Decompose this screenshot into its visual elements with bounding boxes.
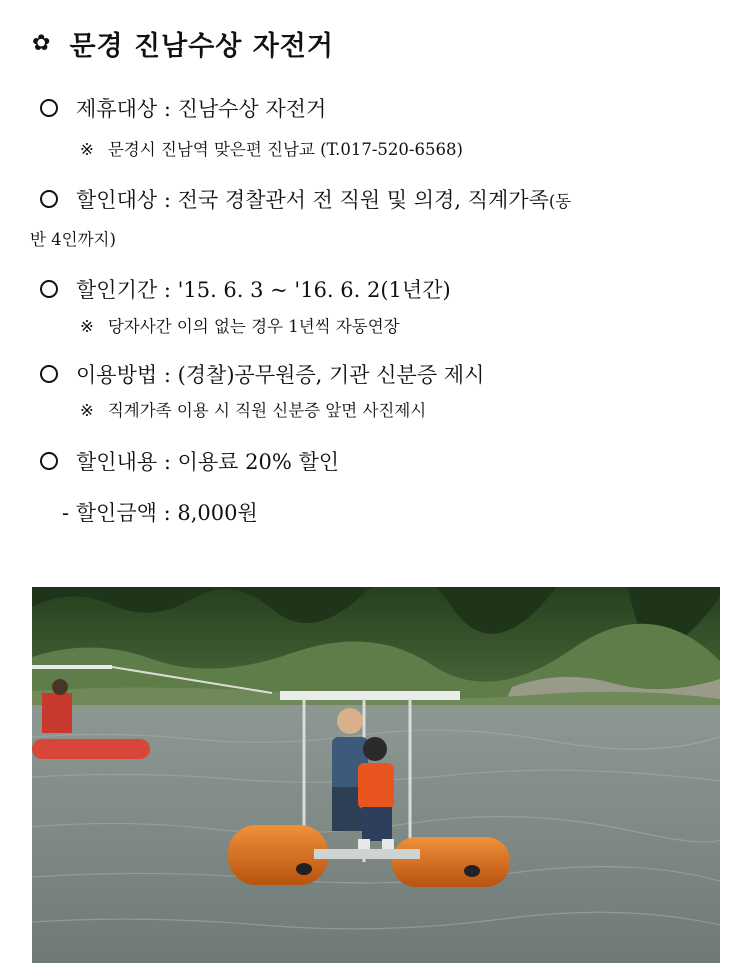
note-period-renewal: ※ 당자사간 이의 없는 경우 1년씩 자동연장 bbox=[80, 317, 400, 336]
item-eligibility-wrap: 반 4인까지) bbox=[30, 230, 116, 249]
item-label: 할인기간 : '15. 6. 3 ~ '16. 6. 2(1년간) bbox=[76, 278, 451, 302]
title-text: 문경 진남수상 자전거 bbox=[69, 31, 334, 62]
photo-water-bicycle bbox=[32, 587, 720, 963]
sub-item-amount: - 할인금액 : 8,000원 bbox=[62, 501, 258, 525]
item-period bbox=[40, 274, 451, 304]
note-partner-location: ※ 문경시 진남역 맞은편 진남교 (T.017-520-6568) bbox=[80, 140, 463, 159]
reference-mark-icon: ※ bbox=[80, 317, 94, 336]
item-eligibility bbox=[40, 184, 571, 214]
circle-bullet-icon bbox=[40, 365, 58, 383]
page-title bbox=[32, 24, 334, 63]
item-label: 할인대상 : 전국 경찰관서 전 직원 및 의경, 직계가족 bbox=[76, 188, 549, 212]
note-usage-family: ※ 직계가족 이용 시 직원 신분증 앞면 사진제시 bbox=[80, 401, 427, 420]
item-label: 할인내용 : 이용료 20% 할인 bbox=[76, 450, 340, 474]
reference-mark-icon: ※ bbox=[80, 401, 94, 420]
flower-icon: ✿ bbox=[32, 31, 52, 56]
circle-bullet-icon bbox=[40, 190, 58, 208]
item-label-tail: (동 bbox=[548, 192, 572, 211]
circle-bullet-icon bbox=[40, 452, 58, 470]
item-partner bbox=[40, 93, 326, 123]
item-label: 제휴대상 : 진남수상 자전거 bbox=[76, 97, 327, 121]
water-bicycle-photo-illustration bbox=[32, 587, 720, 963]
item-discount bbox=[40, 446, 339, 476]
item-usage bbox=[40, 359, 484, 389]
reference-mark-icon: ※ bbox=[80, 140, 94, 159]
circle-bullet-icon bbox=[40, 99, 58, 117]
item-label: 이용방법 : (경찰)공무원증, 기관 신분증 제시 bbox=[76, 363, 485, 387]
circle-bullet-icon bbox=[40, 280, 58, 298]
